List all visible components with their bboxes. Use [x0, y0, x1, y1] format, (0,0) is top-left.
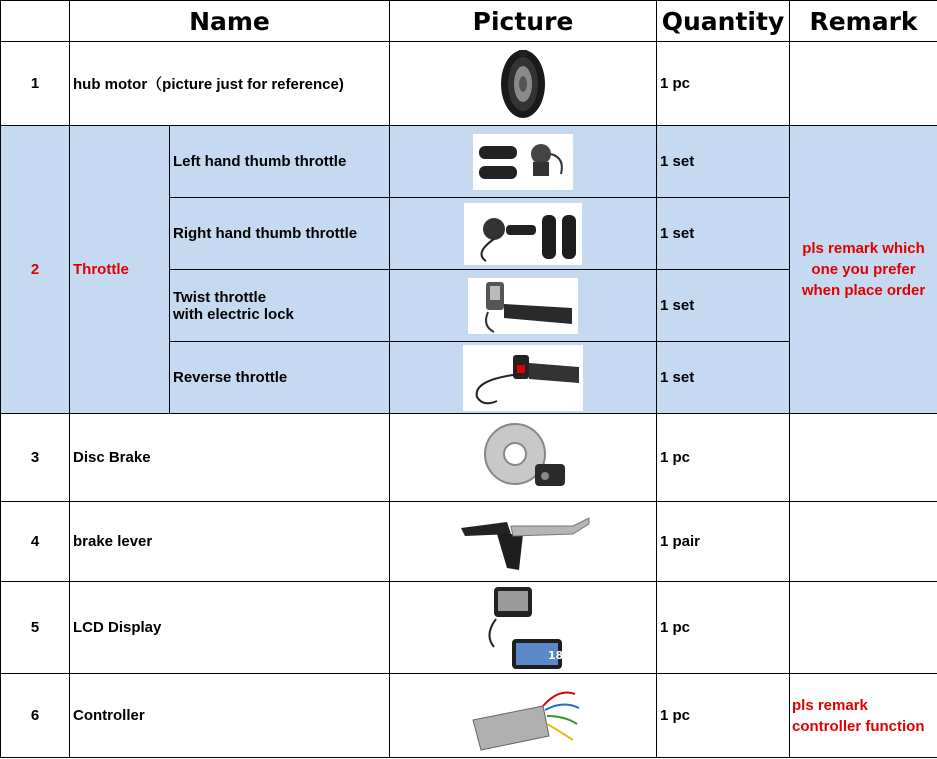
item-picture — [390, 270, 657, 342]
item-remark — [790, 582, 937, 674]
disc-brake-image — [473, 420, 573, 496]
hub-motor-image — [493, 48, 553, 120]
sub-item-name: Right hand thumb throttle — [170, 198, 390, 270]
remark-line: when place order — [801, 282, 926, 299]
table-row — [1, 126, 937, 198]
remark-line: controller function — [792, 717, 925, 735]
item-quantity: 1 pc — [657, 582, 790, 674]
table-row — [1, 582, 937, 674]
left-thumb-throttle-image — [473, 134, 573, 190]
lcd-display-image — [480, 585, 566, 671]
table-row — [1, 502, 937, 582]
brake-lever-image — [453, 512, 593, 572]
sub-item-name: Left hand thumb throttle — [170, 126, 390, 198]
row-number: 3 — [1, 414, 70, 502]
item-remark — [790, 414, 937, 502]
table-row — [1, 414, 937, 502]
item-quantity: 1 set — [657, 126, 790, 198]
item-quantity: 1 set — [657, 342, 790, 414]
reverse-throttle-image — [463, 345, 583, 411]
item-quantity: 1 pc — [657, 674, 790, 758]
item-quantity: 1 set — [657, 198, 790, 270]
header-name: Name — [70, 1, 390, 42]
item-quantity: 1 pc — [657, 414, 790, 502]
right-thumb-throttle-image — [464, 203, 582, 265]
item-picture — [390, 126, 657, 198]
controller-image — [463, 680, 583, 752]
item-name: Throttle — [70, 126, 170, 414]
item-picture — [390, 42, 657, 126]
item-picture — [390, 582, 657, 674]
row-number: 1 — [1, 42, 70, 126]
remark-line: one you prefer — [811, 261, 916, 278]
header-no — [1, 1, 70, 42]
sub-item-name: Reverse throttle — [170, 342, 390, 414]
item-remark — [790, 674, 937, 758]
item-picture — [390, 342, 657, 414]
remark-line: pls remark — [792, 696, 868, 714]
row-number: 6 — [1, 674, 70, 758]
header-quantity: Quantity — [657, 1, 790, 42]
twist-throttle-image — [468, 278, 578, 334]
item-quantity: 1 pair — [657, 502, 790, 582]
header-picture: Picture — [390, 1, 657, 42]
item-quantity: 1 pc — [657, 42, 790, 126]
sub-item-name-line: with electric lock — [173, 305, 294, 323]
remark-line: pls remark which — [802, 240, 925, 257]
item-remark — [790, 126, 937, 414]
item-picture — [390, 674, 657, 758]
row-number: 5 — [1, 582, 70, 674]
item-picture — [390, 502, 657, 582]
item-picture — [390, 414, 657, 502]
sub-item-name-line: Twist throttle — [173, 288, 267, 306]
row-number: 2 — [1, 126, 70, 414]
header-row — [1, 1, 937, 42]
item-picture — [390, 198, 657, 270]
item-name: hub motor（picture just for reference) — [70, 42, 390, 126]
item-name: Disc Brake — [70, 414, 390, 502]
item-name: Controller — [70, 674, 390, 758]
item-remark — [790, 42, 937, 126]
table-row — [1, 42, 937, 126]
item-quantity: 1 set — [657, 270, 790, 342]
item-name: LCD Display — [70, 582, 390, 674]
table-row — [1, 674, 937, 758]
sub-item-name — [170, 270, 390, 342]
item-name: brake lever — [70, 502, 390, 582]
item-remark — [790, 502, 937, 582]
header-remark: Remark — [790, 1, 937, 42]
lcd-digits: 18 — [548, 648, 564, 662]
row-number: 4 — [1, 502, 70, 582]
